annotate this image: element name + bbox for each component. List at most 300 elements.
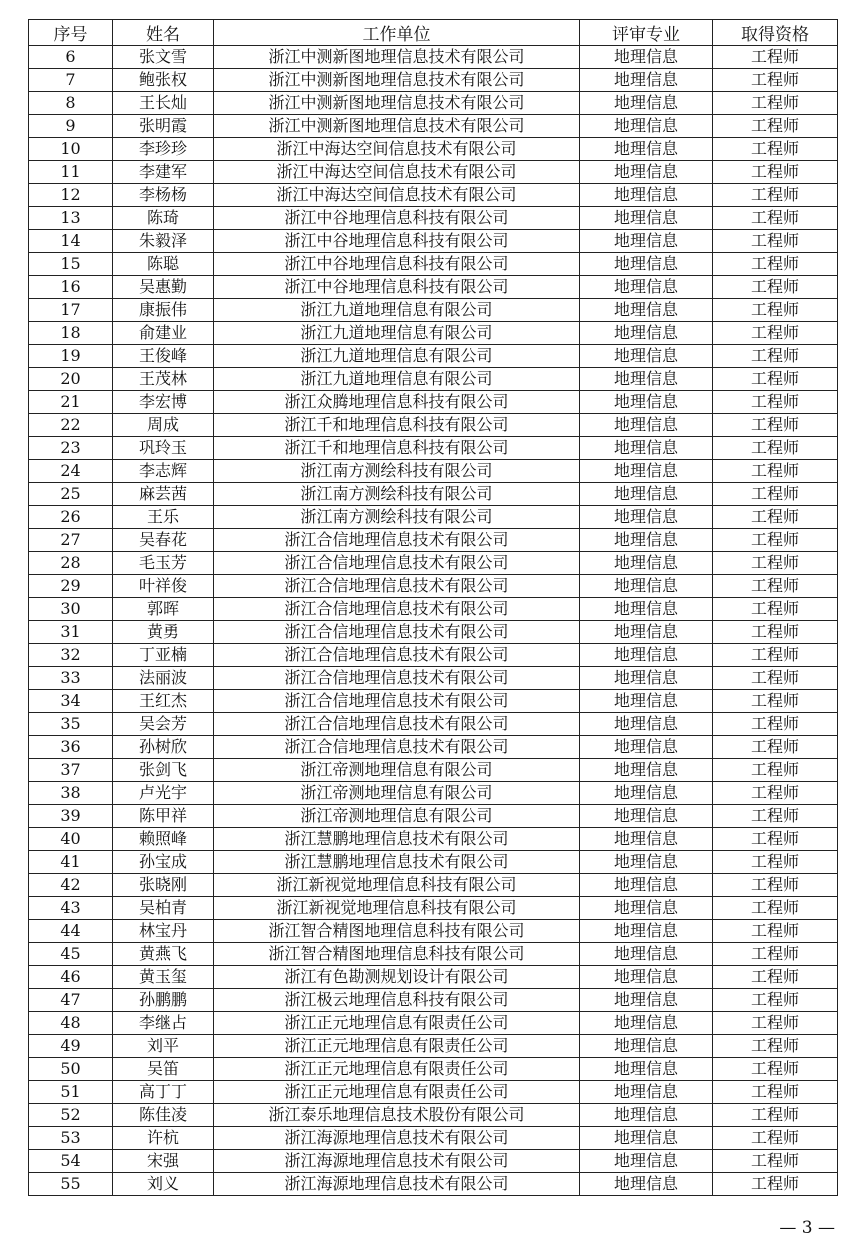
table-row xyxy=(29,644,838,667)
cell-serial: 14 xyxy=(29,230,113,253)
table-row xyxy=(29,621,838,644)
cell-specialty: 地理信息 xyxy=(580,529,713,552)
cell-name: 陈琦 xyxy=(113,207,214,230)
cell-specialty: 地理信息 xyxy=(580,138,713,161)
cell-name: 丁亚楠 xyxy=(113,644,214,667)
cell-name: 鲍张权 xyxy=(113,69,214,92)
cell-serial: 50 xyxy=(29,1058,113,1081)
cell-name: 朱毅泽 xyxy=(113,230,214,253)
cell-qualification: 工程师 xyxy=(713,322,838,345)
cell-serial: 21 xyxy=(29,391,113,414)
cell-employer: 浙江帝测地理信息有限公司 xyxy=(214,759,580,782)
table-row xyxy=(29,345,838,368)
cell-employer: 浙江中谷地理信息科技有限公司 xyxy=(214,207,580,230)
cell-name: 李继占 xyxy=(113,1012,214,1035)
cell-qualification: 工程师 xyxy=(713,253,838,276)
cell-name: 林宝丹 xyxy=(113,920,214,943)
cell-name: 王俊峰 xyxy=(113,345,214,368)
cell-qualification: 工程师 xyxy=(713,506,838,529)
cell-name: 王茂林 xyxy=(113,368,214,391)
cell-specialty: 地理信息 xyxy=(580,1127,713,1150)
table-row xyxy=(29,69,838,92)
cell-qualification: 工程师 xyxy=(713,874,838,897)
cell-specialty: 地理信息 xyxy=(580,621,713,644)
table-row xyxy=(29,920,838,943)
cell-employer: 浙江泰乐地理信息技术股份有限公司 xyxy=(214,1104,580,1127)
cell-qualification: 工程师 xyxy=(713,345,838,368)
cell-qualification: 工程师 xyxy=(713,1081,838,1104)
cell-specialty: 地理信息 xyxy=(580,115,713,138)
cell-specialty: 地理信息 xyxy=(580,598,713,621)
cell-name: 陈甲祥 xyxy=(113,805,214,828)
cell-specialty: 地理信息 xyxy=(580,782,713,805)
table-row xyxy=(29,1081,838,1104)
cell-employer: 浙江九道地理信息有限公司 xyxy=(214,368,580,391)
cell-name: 陈佳凌 xyxy=(113,1104,214,1127)
cell-serial: 52 xyxy=(29,1104,113,1127)
table-row xyxy=(29,736,838,759)
table-row xyxy=(29,391,838,414)
cell-qualification: 工程师 xyxy=(713,1035,838,1058)
cell-qualification: 工程师 xyxy=(713,897,838,920)
cell-specialty: 地理信息 xyxy=(580,1012,713,1035)
table-row xyxy=(29,874,838,897)
cell-specialty: 地理信息 xyxy=(580,207,713,230)
cell-name: 刘义 xyxy=(113,1173,214,1196)
cell-name: 张晓刚 xyxy=(113,874,214,897)
cell-serial: 34 xyxy=(29,690,113,713)
cell-serial: 20 xyxy=(29,368,113,391)
cell-name: 郭晖 xyxy=(113,598,214,621)
cell-name: 吴会芳 xyxy=(113,713,214,736)
cell-employer: 浙江中测新图地理信息技术有限公司 xyxy=(214,69,580,92)
cell-specialty: 地理信息 xyxy=(580,483,713,506)
cell-serial: 16 xyxy=(29,276,113,299)
cell-serial: 49 xyxy=(29,1035,113,1058)
cell-qualification: 工程师 xyxy=(713,161,838,184)
cell-name: 吴惠勤 xyxy=(113,276,214,299)
cell-qualification: 工程师 xyxy=(713,598,838,621)
cell-qualification: 工程师 xyxy=(713,575,838,598)
table-row xyxy=(29,138,838,161)
cell-serial: 18 xyxy=(29,322,113,345)
cell-specialty: 地理信息 xyxy=(580,391,713,414)
cell-name: 宋强 xyxy=(113,1150,214,1173)
cell-qualification: 工程师 xyxy=(713,115,838,138)
table-row xyxy=(29,575,838,598)
cell-qualification: 工程师 xyxy=(713,552,838,575)
cell-employer: 浙江极云地理信息科技有限公司 xyxy=(214,989,580,1012)
cell-specialty: 地理信息 xyxy=(580,1104,713,1127)
cell-specialty: 地理信息 xyxy=(580,253,713,276)
page-number: — 3 — xyxy=(779,1218,835,1238)
cell-employer: 浙江合信地理信息技术有限公司 xyxy=(214,667,580,690)
cell-specialty: 地理信息 xyxy=(580,69,713,92)
cell-qualification: 工程师 xyxy=(713,207,838,230)
cell-serial: 10 xyxy=(29,138,113,161)
cell-serial: 47 xyxy=(29,989,113,1012)
cell-qualification: 工程师 xyxy=(713,759,838,782)
cell-employer: 浙江中海达空间信息技术有限公司 xyxy=(214,184,580,207)
cell-name: 陈聪 xyxy=(113,253,214,276)
cell-serial: 31 xyxy=(29,621,113,644)
cell-specialty: 地理信息 xyxy=(580,1150,713,1173)
table-row xyxy=(29,92,838,115)
cell-specialty: 地理信息 xyxy=(580,920,713,943)
cell-qualification: 工程师 xyxy=(713,460,838,483)
cell-specialty: 地理信息 xyxy=(580,1035,713,1058)
table-row xyxy=(29,161,838,184)
cell-employer: 浙江中谷地理信息科技有限公司 xyxy=(214,276,580,299)
cell-name: 李珍珍 xyxy=(113,138,214,161)
cell-name: 张文雪 xyxy=(113,46,214,69)
cell-specialty: 地理信息 xyxy=(580,690,713,713)
cell-name: 刘平 xyxy=(113,1035,214,1058)
cell-qualification: 工程师 xyxy=(713,437,838,460)
cell-specialty: 地理信息 xyxy=(580,644,713,667)
cell-name: 巩玲玉 xyxy=(113,437,214,460)
cell-specialty: 地理信息 xyxy=(580,345,713,368)
table-row xyxy=(29,828,838,851)
table-row xyxy=(29,207,838,230)
cell-employer: 浙江中谷地理信息科技有限公司 xyxy=(214,253,580,276)
table-row xyxy=(29,414,838,437)
table-row xyxy=(29,805,838,828)
cell-serial: 42 xyxy=(29,874,113,897)
cell-employer: 浙江合信地理信息技术有限公司 xyxy=(214,713,580,736)
cell-employer: 浙江合信地理信息技术有限公司 xyxy=(214,598,580,621)
cell-name: 王乐 xyxy=(113,506,214,529)
table-row xyxy=(29,598,838,621)
cell-employer: 浙江中测新图地理信息技术有限公司 xyxy=(214,92,580,115)
cell-name: 孙树欣 xyxy=(113,736,214,759)
cell-employer: 浙江南方测绘科技有限公司 xyxy=(214,483,580,506)
cell-name: 法丽波 xyxy=(113,667,214,690)
cell-serial: 26 xyxy=(29,506,113,529)
table-row xyxy=(29,230,838,253)
cell-name: 赖照峰 xyxy=(113,828,214,851)
cell-name: 张剑飞 xyxy=(113,759,214,782)
table-row xyxy=(29,1173,838,1196)
cell-name: 麻芸茜 xyxy=(113,483,214,506)
cell-employer: 浙江慧鹏地理信息技术有限公司 xyxy=(214,851,580,874)
cell-employer: 浙江慧鹏地理信息技术有限公司 xyxy=(214,828,580,851)
cell-employer: 浙江正元地理信息有限责任公司 xyxy=(214,1035,580,1058)
cell-qualification: 工程师 xyxy=(713,920,838,943)
cell-employer: 浙江新视觉地理信息科技有限公司 xyxy=(214,897,580,920)
table-row xyxy=(29,552,838,575)
cell-name: 张明霞 xyxy=(113,115,214,138)
cell-specialty: 地理信息 xyxy=(580,276,713,299)
cell-employer: 浙江九道地理信息有限公司 xyxy=(214,322,580,345)
cell-name: 孙宝成 xyxy=(113,851,214,874)
table-row xyxy=(29,1035,838,1058)
cell-specialty: 地理信息 xyxy=(580,897,713,920)
cell-serial: 43 xyxy=(29,897,113,920)
cell-employer: 浙江合信地理信息技术有限公司 xyxy=(214,644,580,667)
cell-qualification: 工程师 xyxy=(713,138,838,161)
cell-qualification: 工程师 xyxy=(713,276,838,299)
cell-serial: 6 xyxy=(29,46,113,69)
cell-employer: 浙江南方测绘科技有限公司 xyxy=(214,506,580,529)
table-row xyxy=(29,276,838,299)
cell-name: 毛玉芳 xyxy=(113,552,214,575)
table-row xyxy=(29,368,838,391)
cell-specialty: 地理信息 xyxy=(580,667,713,690)
table-row xyxy=(29,690,838,713)
cell-qualification: 工程师 xyxy=(713,46,838,69)
cell-name: 王红杰 xyxy=(113,690,214,713)
table-header-row xyxy=(29,20,838,46)
cell-serial: 48 xyxy=(29,1012,113,1035)
cell-serial: 30 xyxy=(29,598,113,621)
cell-name: 黄勇 xyxy=(113,621,214,644)
cell-qualification: 工程师 xyxy=(713,230,838,253)
cell-employer: 浙江合信地理信息技术有限公司 xyxy=(214,736,580,759)
table-row xyxy=(29,943,838,966)
cell-name: 黄玉玺 xyxy=(113,966,214,989)
header-employer: 工作单位 xyxy=(214,20,580,46)
table-row xyxy=(29,897,838,920)
cell-name: 李杨杨 xyxy=(113,184,214,207)
cell-name: 李建军 xyxy=(113,161,214,184)
table-body xyxy=(29,46,838,1196)
cell-qualification: 工程师 xyxy=(713,1104,838,1127)
cell-specialty: 地理信息 xyxy=(580,874,713,897)
cell-serial: 13 xyxy=(29,207,113,230)
cell-serial: 53 xyxy=(29,1127,113,1150)
cell-specialty: 地理信息 xyxy=(580,92,713,115)
cell-qualification: 工程师 xyxy=(713,690,838,713)
cell-employer: 浙江千和地理信息科技有限公司 xyxy=(214,437,580,460)
cell-serial: 15 xyxy=(29,253,113,276)
cell-employer: 浙江正元地理信息有限责任公司 xyxy=(214,1058,580,1081)
cell-serial: 45 xyxy=(29,943,113,966)
cell-employer: 浙江海源地理信息技术有限公司 xyxy=(214,1127,580,1150)
cell-serial: 46 xyxy=(29,966,113,989)
cell-name: 黄燕飞 xyxy=(113,943,214,966)
cell-serial: 7 xyxy=(29,69,113,92)
cell-serial: 29 xyxy=(29,575,113,598)
cell-specialty: 地理信息 xyxy=(580,322,713,345)
cell-specialty: 地理信息 xyxy=(580,46,713,69)
table-row xyxy=(29,253,838,276)
cell-serial: 24 xyxy=(29,460,113,483)
cell-serial: 33 xyxy=(29,667,113,690)
cell-name: 卢光宇 xyxy=(113,782,214,805)
cell-employer: 浙江九道地理信息有限公司 xyxy=(214,299,580,322)
table-row xyxy=(29,966,838,989)
cell-qualification: 工程师 xyxy=(713,828,838,851)
cell-employer: 浙江中海达空间信息技术有限公司 xyxy=(214,138,580,161)
header-serial: 序号 xyxy=(29,20,113,46)
table-row xyxy=(29,184,838,207)
table-row xyxy=(29,46,838,69)
cell-qualification: 工程师 xyxy=(713,529,838,552)
cell-specialty: 地理信息 xyxy=(580,943,713,966)
cell-serial: 9 xyxy=(29,115,113,138)
cell-name: 王长灿 xyxy=(113,92,214,115)
qualification-table xyxy=(28,19,838,1196)
cell-specialty: 地理信息 xyxy=(580,759,713,782)
cell-name: 高丁丁 xyxy=(113,1081,214,1104)
cell-employer: 浙江合信地理信息技术有限公司 xyxy=(214,552,580,575)
header-name: 姓名 xyxy=(113,20,214,46)
table-row xyxy=(29,437,838,460)
cell-serial: 17 xyxy=(29,299,113,322)
header-qualification: 取得资格 xyxy=(713,20,838,46)
cell-serial: 40 xyxy=(29,828,113,851)
table-row xyxy=(29,1150,838,1173)
cell-employer: 浙江帝测地理信息有限公司 xyxy=(214,805,580,828)
cell-employer: 浙江合信地理信息技术有限公司 xyxy=(214,529,580,552)
cell-serial: 35 xyxy=(29,713,113,736)
cell-serial: 41 xyxy=(29,851,113,874)
cell-name: 李志辉 xyxy=(113,460,214,483)
table-row xyxy=(29,115,838,138)
cell-employer: 浙江中谷地理信息科技有限公司 xyxy=(214,230,580,253)
cell-qualification: 工程师 xyxy=(713,851,838,874)
cell-name: 李宏博 xyxy=(113,391,214,414)
table-row xyxy=(29,713,838,736)
table-row xyxy=(29,851,838,874)
cell-name: 周成 xyxy=(113,414,214,437)
cell-specialty: 地理信息 xyxy=(580,161,713,184)
cell-employer: 浙江新视觉地理信息科技有限公司 xyxy=(214,874,580,897)
cell-serial: 28 xyxy=(29,552,113,575)
cell-serial: 27 xyxy=(29,529,113,552)
cell-serial: 11 xyxy=(29,161,113,184)
cell-qualification: 工程师 xyxy=(713,805,838,828)
cell-employer: 浙江中测新图地理信息技术有限公司 xyxy=(214,46,580,69)
cell-qualification: 工程师 xyxy=(713,943,838,966)
table-row xyxy=(29,759,838,782)
cell-serial: 22 xyxy=(29,414,113,437)
cell-qualification: 工程师 xyxy=(713,966,838,989)
cell-name: 吴柏青 xyxy=(113,897,214,920)
cell-name: 许杭 xyxy=(113,1127,214,1150)
cell-employer: 浙江智合精图地理信息科技有限公司 xyxy=(214,920,580,943)
cell-employer: 浙江中测新图地理信息技术有限公司 xyxy=(214,115,580,138)
table-row xyxy=(29,483,838,506)
table-row xyxy=(29,989,838,1012)
table-row xyxy=(29,299,838,322)
cell-qualification: 工程师 xyxy=(713,483,838,506)
cell-name: 吴笛 xyxy=(113,1058,214,1081)
cell-employer: 浙江正元地理信息有限责任公司 xyxy=(214,1081,580,1104)
cell-qualification: 工程师 xyxy=(713,92,838,115)
cell-employer: 浙江九道地理信息有限公司 xyxy=(214,345,580,368)
table-row xyxy=(29,1127,838,1150)
cell-serial: 25 xyxy=(29,483,113,506)
cell-employer: 浙江正元地理信息有限责任公司 xyxy=(214,1012,580,1035)
cell-serial: 55 xyxy=(29,1173,113,1196)
cell-qualification: 工程师 xyxy=(713,644,838,667)
cell-specialty: 地理信息 xyxy=(580,828,713,851)
cell-specialty: 地理信息 xyxy=(580,1173,713,1196)
cell-specialty: 地理信息 xyxy=(580,805,713,828)
cell-name: 吴春花 xyxy=(113,529,214,552)
cell-specialty: 地理信息 xyxy=(580,736,713,759)
cell-employer: 浙江南方测绘科技有限公司 xyxy=(214,460,580,483)
cell-qualification: 工程师 xyxy=(713,69,838,92)
cell-specialty: 地理信息 xyxy=(580,437,713,460)
table-row xyxy=(29,1104,838,1127)
table-row xyxy=(29,460,838,483)
cell-specialty: 地理信息 xyxy=(580,506,713,529)
cell-serial: 37 xyxy=(29,759,113,782)
cell-qualification: 工程师 xyxy=(713,391,838,414)
cell-employer: 浙江合信地理信息技术有限公司 xyxy=(214,621,580,644)
table-row xyxy=(29,322,838,345)
cell-specialty: 地理信息 xyxy=(580,713,713,736)
cell-specialty: 地理信息 xyxy=(580,368,713,391)
cell-qualification: 工程师 xyxy=(713,184,838,207)
cell-employer: 浙江海源地理信息技术有限公司 xyxy=(214,1150,580,1173)
cell-name: 俞建业 xyxy=(113,322,214,345)
cell-serial: 39 xyxy=(29,805,113,828)
cell-qualification: 工程师 xyxy=(713,1058,838,1081)
header-specialty: 评审专业 xyxy=(580,20,713,46)
cell-qualification: 工程师 xyxy=(713,736,838,759)
table-row xyxy=(29,506,838,529)
cell-qualification: 工程师 xyxy=(713,299,838,322)
cell-name: 叶祥俊 xyxy=(113,575,214,598)
cell-serial: 8 xyxy=(29,92,113,115)
cell-qualification: 工程师 xyxy=(713,414,838,437)
cell-employer: 浙江千和地理信息科技有限公司 xyxy=(214,414,580,437)
cell-serial: 36 xyxy=(29,736,113,759)
table-row xyxy=(29,529,838,552)
cell-qualification: 工程师 xyxy=(713,1127,838,1150)
cell-serial: 54 xyxy=(29,1150,113,1173)
cell-employer: 浙江有色勘测规划设计有限公司 xyxy=(214,966,580,989)
cell-specialty: 地理信息 xyxy=(580,414,713,437)
cell-employer: 浙江海源地理信息技术有限公司 xyxy=(214,1173,580,1196)
cell-serial: 51 xyxy=(29,1081,113,1104)
cell-serial: 23 xyxy=(29,437,113,460)
cell-specialty: 地理信息 xyxy=(580,575,713,598)
cell-qualification: 工程师 xyxy=(713,368,838,391)
cell-employer: 浙江合信地理信息技术有限公司 xyxy=(214,690,580,713)
cell-specialty: 地理信息 xyxy=(580,1081,713,1104)
table-row xyxy=(29,667,838,690)
cell-specialty: 地理信息 xyxy=(580,299,713,322)
cell-serial: 12 xyxy=(29,184,113,207)
cell-qualification: 工程师 xyxy=(713,989,838,1012)
cell-serial: 19 xyxy=(29,345,113,368)
cell-employer: 浙江众腾地理信息科技有限公司 xyxy=(214,391,580,414)
cell-specialty: 地理信息 xyxy=(580,230,713,253)
cell-specialty: 地理信息 xyxy=(580,184,713,207)
cell-name: 康振伟 xyxy=(113,299,214,322)
cell-serial: 38 xyxy=(29,782,113,805)
cell-qualification: 工程师 xyxy=(713,667,838,690)
cell-serial: 32 xyxy=(29,644,113,667)
cell-qualification: 工程师 xyxy=(713,1173,838,1196)
cell-specialty: 地理信息 xyxy=(580,989,713,1012)
table-row xyxy=(29,1012,838,1035)
roster-sheet xyxy=(28,19,837,1196)
cell-qualification: 工程师 xyxy=(713,1150,838,1173)
cell-employer: 浙江智合精图地理信息科技有限公司 xyxy=(214,943,580,966)
cell-qualification: 工程师 xyxy=(713,713,838,736)
cell-employer: 浙江合信地理信息技术有限公司 xyxy=(214,575,580,598)
cell-specialty: 地理信息 xyxy=(580,460,713,483)
cell-specialty: 地理信息 xyxy=(580,851,713,874)
table-row xyxy=(29,782,838,805)
cell-specialty: 地理信息 xyxy=(580,1058,713,1081)
